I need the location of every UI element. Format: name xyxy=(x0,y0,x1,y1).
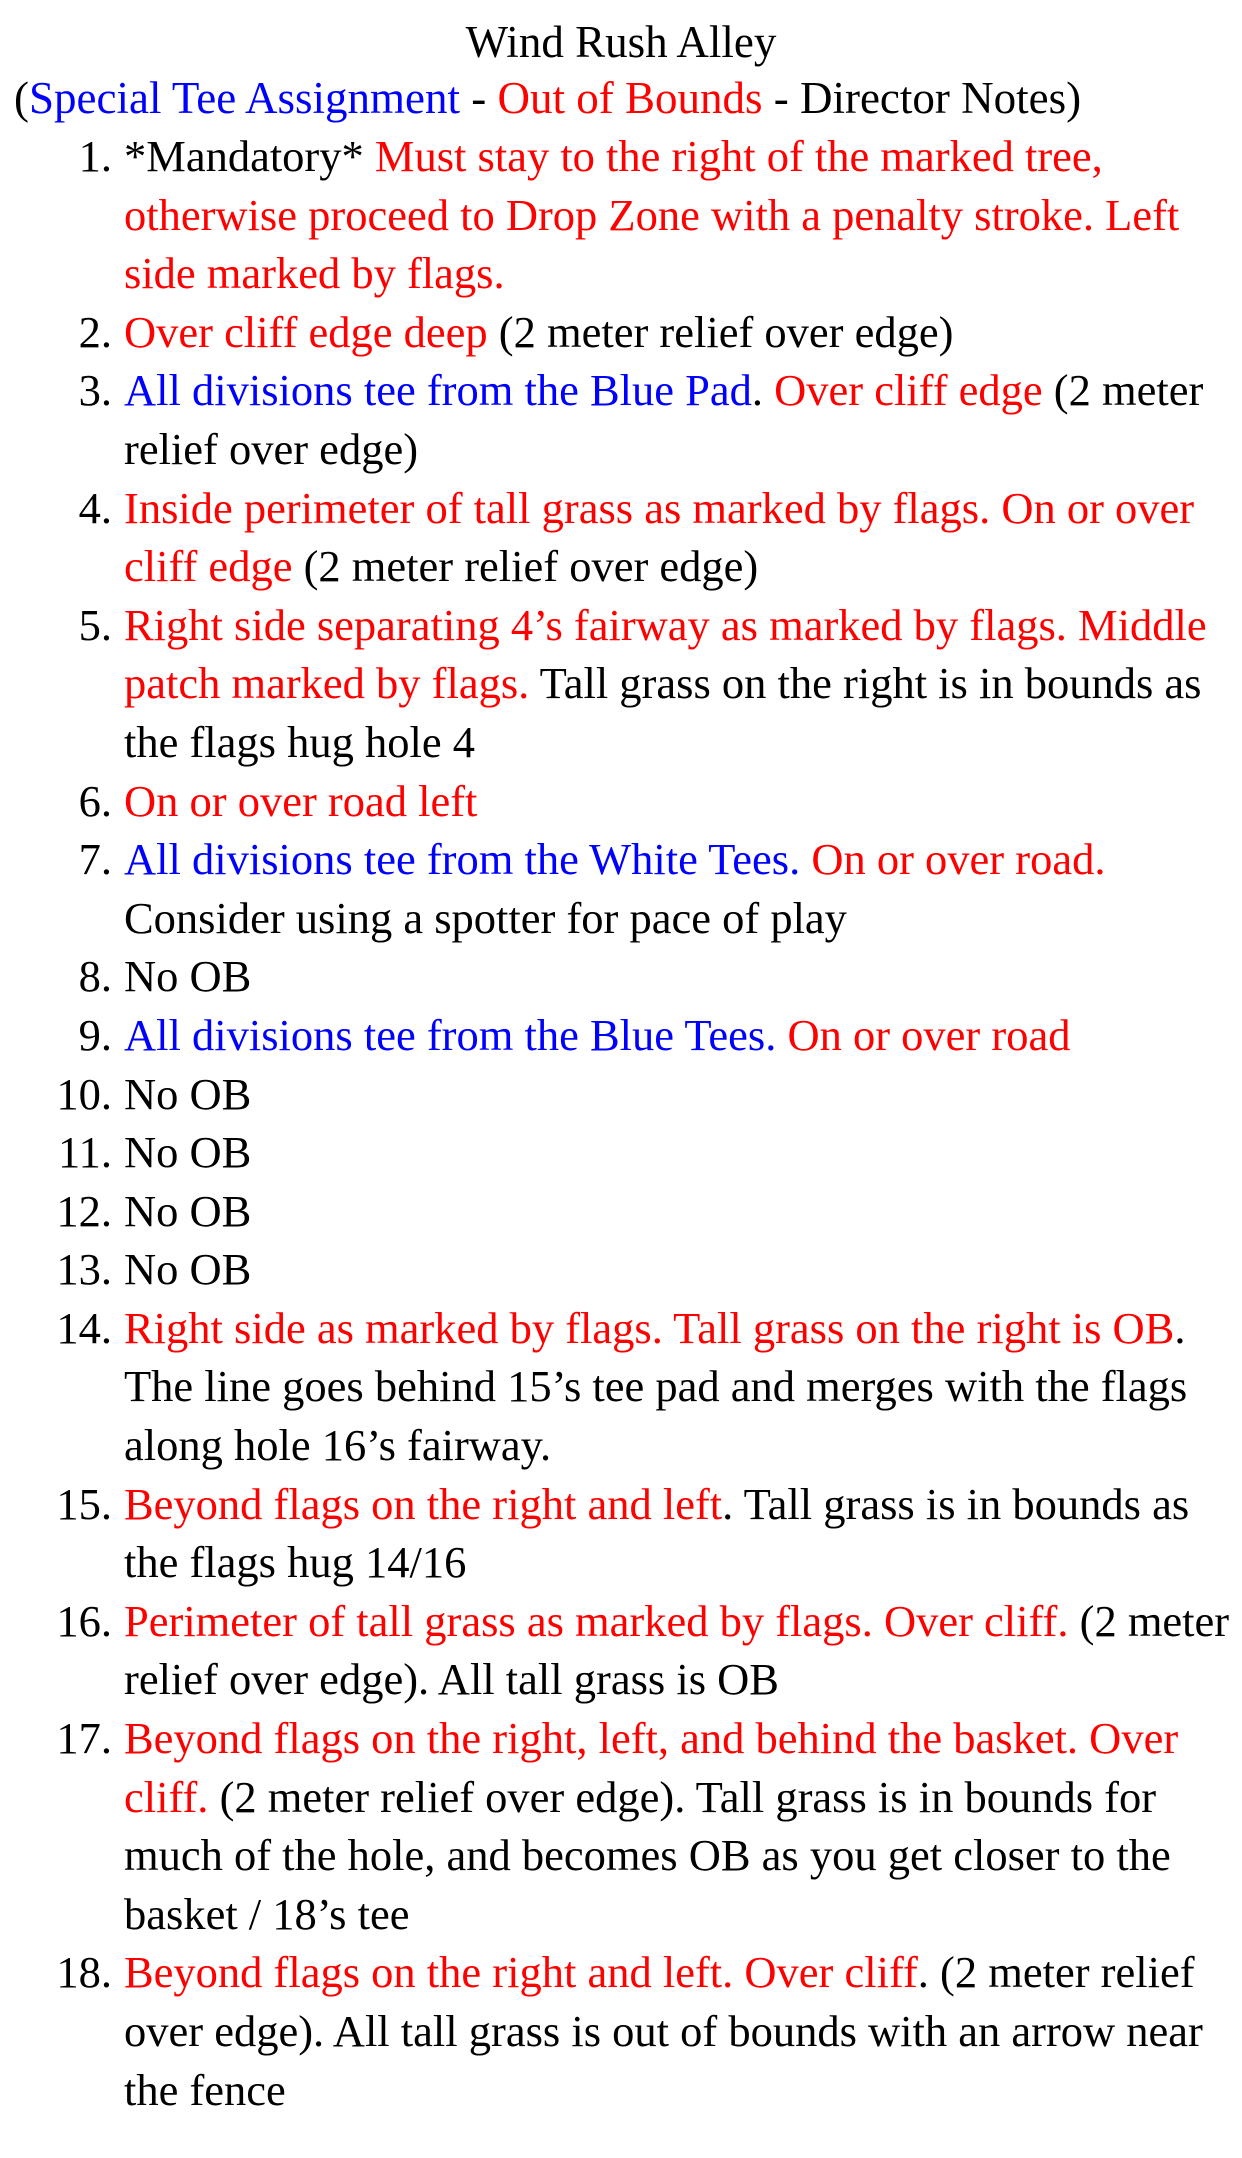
legend-segment: - Director Notes) xyxy=(762,73,1082,123)
rule-text-segment: (2 meter relief over edge). All tall grass is OB xyxy=(124,1595,1230,1705)
hole-rule-item xyxy=(0,1475,1242,1592)
rule-text-segment: Tall grass on the right is in bounds as the flags hug hole 4 xyxy=(124,658,1202,767)
rule-text-segment: Perimeter of tall grass as marked by flags. Over cliff. xyxy=(124,1595,1069,1646)
rule-text-segment: Over cliff edge xyxy=(774,365,1043,416)
hole-rule-item xyxy=(0,830,1242,947)
rule-text-segment: No OB xyxy=(124,1127,252,1178)
hole-number: 3. xyxy=(78,365,112,416)
legend-segment: - xyxy=(459,73,498,123)
hole-rule-item xyxy=(0,127,1242,303)
hole-rule-item xyxy=(0,947,1242,1006)
hole-number: 18. xyxy=(56,1947,112,1998)
hole-rule-item xyxy=(0,1592,1242,1709)
hole-rule-item xyxy=(0,1006,1242,1065)
rule-text-segment: Beyond flags on the right and left xyxy=(124,1478,723,1529)
rule-text-segment: *Mandatory* xyxy=(124,131,375,181)
hole-rule-item xyxy=(0,596,1242,772)
hole-rules-list xyxy=(0,127,1242,2119)
rule-text-segment: All divisions tee from the Blue Tees. xyxy=(124,1009,777,1060)
hole-number: 14. xyxy=(56,1302,112,1353)
rule-text-segment: (2 meter relief over edge) xyxy=(487,306,954,357)
hole-number: 12. xyxy=(56,1185,112,1236)
rule-text-segment: Inside perimeter of tall grass as marked by flags. On or over cliff edge xyxy=(124,482,1195,592)
rule-text-segment: . Tall grass is in bounds as the flags hug 14/16 xyxy=(124,1478,1190,1588)
hole-number: 8. xyxy=(78,951,112,1002)
rule-text-segment: No OB xyxy=(124,1185,252,1236)
hole-number: 7. xyxy=(78,834,112,885)
hole-rule-item xyxy=(0,1709,1242,1943)
hole-rule-item xyxy=(0,1299,1242,1475)
rule-text-segment: Right side as marked by flags. Tall grass on the right is OB xyxy=(124,1302,1175,1353)
rule-text-segment: (2 meter relief over edge). Tall grass is in bounds for much of the hole, and becomes OB as you get closer to the basket / 18’s tee xyxy=(124,1771,1171,1939)
rule-text-segment: No OB xyxy=(124,1244,252,1295)
hole-rule-item xyxy=(0,479,1242,596)
legend-segment: Special Tee Assignment xyxy=(29,73,460,123)
rule-text-segment: Must stay to the right of the marked tree, otherwise proceed to Drop Zone with a penalty stroke. Left side marked by flags. xyxy=(124,131,1180,299)
hole-number: 1. xyxy=(78,131,112,181)
hole-number: 6. xyxy=(78,775,112,826)
hole-number: 13. xyxy=(56,1244,112,1295)
color-legend xyxy=(0,70,1242,127)
hole-number: 15. xyxy=(56,1478,112,1529)
legend-segment: Out of Bounds xyxy=(497,73,763,123)
hole-number: 9. xyxy=(78,1009,112,1060)
document-title: Wind Rush Alley xyxy=(465,17,777,67)
rule-text-segment: No OB xyxy=(124,951,252,1002)
legend-segment: ( xyxy=(14,73,29,123)
rule-text-segment: . xyxy=(751,365,775,416)
hole-rule-item xyxy=(0,1123,1242,1182)
rule-text-segment: . (2 meter relief over edge). All tall grass is out of bounds with an arrow near the fence xyxy=(124,1947,1203,2115)
rule-text-segment: Beyond flags on the right, left, and behind the basket. Over cliff. xyxy=(124,1713,1179,1822)
rule-text-segment: Consider using a spotter for pace of play xyxy=(124,892,847,943)
rule-text-segment: Right side separating 4’s fairway as marked by flags. Middle patch marked by flags. xyxy=(124,599,1207,709)
hole-number: 11. xyxy=(58,1127,112,1178)
hole-number: 10. xyxy=(56,1068,112,1119)
hole-number: 4. xyxy=(78,482,112,533)
rule-text-segment: On or over road. xyxy=(800,834,1106,885)
rule-text-segment: On or over road left xyxy=(124,775,478,826)
hole-number: 5. xyxy=(78,599,112,650)
rule-text-segment: All divisions tee from the White Tees. xyxy=(124,834,801,885)
hole-number: 2. xyxy=(78,306,112,357)
hole-rule-item xyxy=(0,303,1242,362)
rule-text-segment: Over cliff edge deep xyxy=(124,306,488,357)
rule-text-segment: Beyond flags on the right and left. Over cliff xyxy=(124,1947,918,1998)
hole-number: 16. xyxy=(56,1595,112,1646)
hole-rule-item xyxy=(0,1065,1242,1124)
hole-rule-item xyxy=(0,361,1242,478)
hole-rule-item xyxy=(0,1182,1242,1241)
hole-number: 17. xyxy=(56,1713,112,1764)
hole-rule-item xyxy=(0,1943,1242,2119)
hole-rule-item xyxy=(0,772,1242,831)
hole-rule-item xyxy=(0,1240,1242,1299)
rule-text-segment: . The line goes behind 15’s tee pad and merges with the flags along hole 16’s fairway. xyxy=(124,1302,1188,1471)
rule-text-segment: All divisions tee from the Blue Pad xyxy=(124,365,752,416)
rule-text-segment: No OB xyxy=(124,1068,252,1119)
rule-text-segment: (2 meter relief over edge) xyxy=(292,541,759,592)
rule-text-segment: On or over road xyxy=(776,1009,1071,1060)
rule-text-segment: (2 meter relief over edge) xyxy=(124,365,1204,474)
